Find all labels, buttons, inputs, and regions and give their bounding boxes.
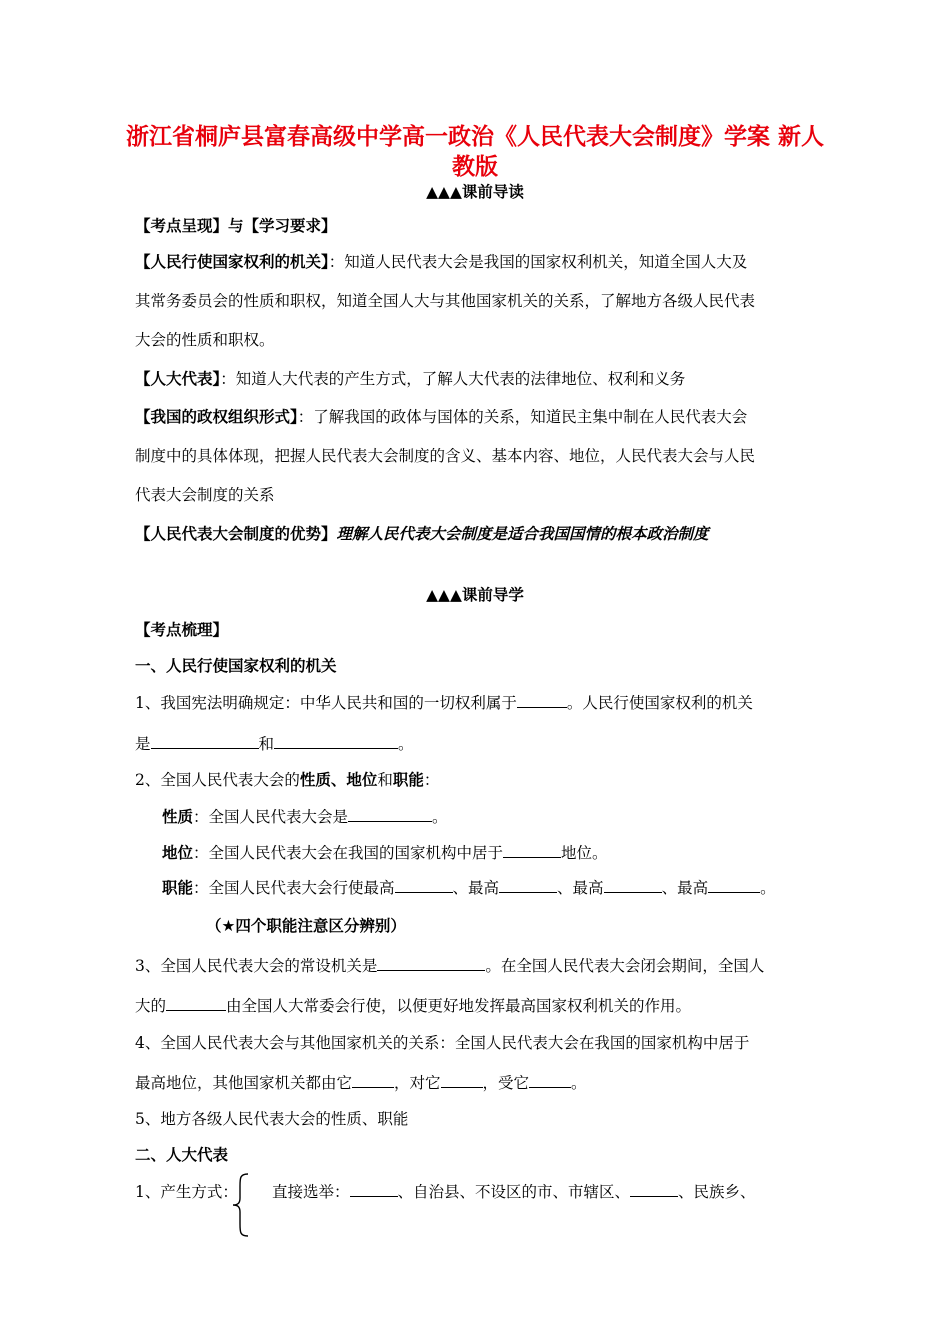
func-label: 职能 — [162, 879, 194, 897]
nature-text: ：全国人民代表大会是 — [193, 808, 349, 826]
p2q1-label: 1、产生方式： — [135, 1183, 238, 1201]
item4-text: 理解人民代表大会制度是适合我国国情的根本政治制度 — [336, 525, 709, 543]
q3-text-a: 大的 — [135, 997, 167, 1015]
nature-label: 性质 — [162, 808, 194, 826]
item3-text: ：了解我国的政体与国体的关系，知道民主集中制在人民代表大会 — [297, 408, 748, 426]
func-sep: 、最高 — [661, 879, 709, 897]
func-sep: 、最高 — [452, 879, 500, 897]
q2-text-e: ： — [423, 771, 440, 789]
q2-text-a: 2、全国人民代表大会的 — [135, 771, 300, 789]
q3-line2 — [135, 994, 691, 1016]
item3-line1 — [135, 405, 747, 427]
blank[interactable] — [604, 878, 662, 893]
item1-text: ：知道人民代表大会是我国的国家权利机关，知道全国人大及 — [328, 253, 748, 271]
q4-text-b: ，对它 — [394, 1074, 441, 1092]
shuli-heading: 【考点梳理】 — [135, 621, 229, 639]
blank[interactable] — [395, 878, 453, 893]
p2q1-text-c: 、民族乡、 — [678, 1183, 756, 1201]
blank[interactable] — [274, 734, 398, 749]
blank[interactable] — [630, 1182, 678, 1197]
section-heading-study: ▲▲▲课前导学 — [426, 586, 524, 604]
func-text: ：全国人民代表大会行使最高 — [193, 879, 395, 897]
q3-text: 3、全国人民代表大会的常设机关是 — [135, 957, 378, 975]
curly-brace-icon — [230, 1172, 254, 1238]
func-end: 。 — [760, 879, 776, 897]
q4-text-c: ，受它 — [482, 1074, 530, 1092]
item2-line — [135, 367, 685, 389]
status-label: 地位 — [162, 844, 194, 862]
blank[interactable] — [441, 1073, 483, 1088]
blank[interactable] — [350, 1182, 398, 1197]
q4-text-d: 。 — [571, 1074, 587, 1092]
item1-line2: 其常务委员会的性质和职权，知道全国人大与其他国家机关的关系，了解地方各级人民代表 — [135, 292, 756, 310]
q2-text-d: 职能 — [392, 771, 424, 789]
blank[interactable] — [151, 734, 259, 749]
note: （★四个职能注意区分辨别） — [206, 917, 406, 935]
q2-text-b: 性质、地位 — [299, 771, 378, 789]
part2-heading: 二、人大代表 — [135, 1146, 229, 1164]
blank[interactable] — [352, 1073, 394, 1088]
nature-line — [162, 805, 448, 827]
blank[interactable] — [377, 956, 485, 971]
blank[interactable] — [499, 878, 557, 893]
item3-label: 【我国的政权组织形式】 — [135, 408, 298, 426]
document-title: 浙江省桐庐县富春高级中学高一政治《人民代表大会制度》学案 新人教版 — [125, 124, 824, 180]
q1-line1 — [135, 691, 753, 713]
q1-text-end: 。人民行使国家权利的机关 — [566, 694, 753, 712]
q1-text-c: 。 — [398, 735, 414, 753]
q2-line — [135, 768, 439, 790]
p2q1-text-b: 、自治县、不设区的市、市辖区、 — [397, 1183, 631, 1201]
item2-text: ：知道人大代表的产生方式，了解人大代表的法律地位、权利和义务 — [220, 370, 686, 388]
item4-label: 【人民代表大会制度的优势】 — [135, 525, 337, 543]
status-text: ：全国人民代表大会在我国的国家机构中居于 — [193, 844, 504, 862]
item1-label: 【人民行使国家权利的机关】 — [135, 253, 329, 271]
blank[interactable] — [708, 878, 760, 893]
q4-line2 — [135, 1071, 587, 1093]
q5-line: 5、地方各级人民代表大会的性质、职能 — [135, 1110, 409, 1128]
blank[interactable] — [517, 693, 567, 708]
status-end: 地位。 — [561, 844, 608, 862]
nature-end: 。 — [432, 808, 448, 826]
blank[interactable] — [503, 843, 561, 858]
part1-heading: 一、人民行使国家权利的机关 — [135, 657, 337, 675]
blank[interactable] — [348, 807, 432, 822]
status-line — [162, 841, 608, 863]
kaodian-heading: 【考点呈现】与【学习要求】 — [135, 217, 337, 235]
item1-line1 — [135, 250, 747, 272]
q1-text-b: 和 — [258, 735, 275, 753]
func-sep: 、最高 — [557, 879, 604, 897]
item1-line3: 大会的性质和职权。 — [135, 331, 275, 349]
item2-label: 【人大代表】 — [135, 370, 221, 388]
q2-text-c: 和 — [377, 771, 393, 789]
q4-line1: 4、全国人民代表大会与其他国家机关的关系：全国人民代表大会在我国的国家机构中居于 — [135, 1034, 750, 1052]
p2q1-text-a: 直接选举： — [272, 1183, 350, 1201]
item4-line — [135, 522, 709, 544]
p2q1-line — [272, 1180, 756, 1202]
q3-line1 — [135, 954, 764, 976]
q3-text-end: 。在全国人民代表大会闭会期间，全国人 — [485, 957, 765, 975]
q3-text-b: 由全国人大常委会行使，以便更好地发挥最高国家权利机关的作用。 — [226, 997, 692, 1015]
item3-line3: 代表大会制度的关系 — [135, 486, 275, 504]
q4-text-a: 最高地位，其他国家机关都由它 — [135, 1074, 353, 1092]
q1-text-a: 是 — [135, 735, 151, 753]
q1-text: 1、我国宪法明确规定：中华人民共和国的一切权利属于 — [135, 694, 517, 712]
blank[interactable] — [529, 1073, 571, 1088]
func-line — [162, 876, 776, 898]
blank[interactable] — [166, 996, 226, 1011]
item3-line2: 制度中的具体体现，把握人民代表大会制度的含义、基本内容、地位，人民代表大会与人民 — [135, 447, 756, 465]
section-heading-preview: ▲▲▲课前导读 — [426, 183, 524, 201]
q1-line2 — [135, 732, 414, 754]
